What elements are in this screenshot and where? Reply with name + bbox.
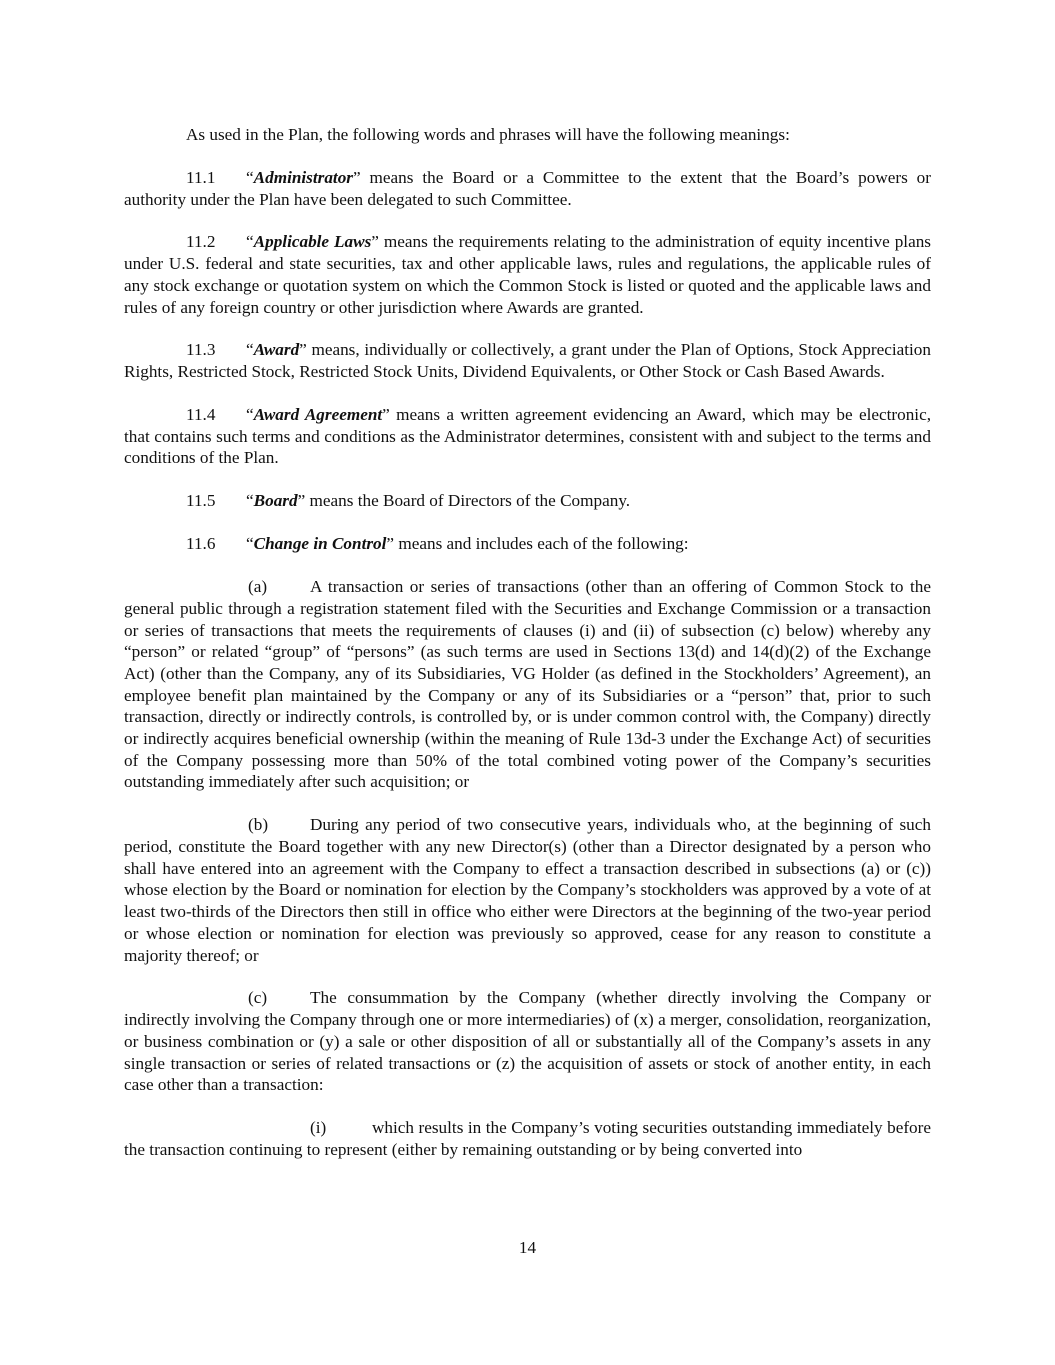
subclause-text: The consummation by the Company (whether directly involving the Company or indirectly involving the Company through one or more intermediaries) of (x) a merger, consolidation, reorganization, or business combination or (y) a sale or other disposition of all or substantially all of the Company’s assets in any single transaction or series of related transactions or (z) the acquisition of assets or stock of another entity, in each case other than a transaction: (124, 988, 931, 1095)
intro-paragraph: As used in the Plan, the following words and phrases will have the following meanings: (186, 125, 790, 144)
defined-term: Change in Control (253, 534, 387, 554)
defined-term: Applicable Laws (253, 232, 372, 252)
open-quote: “ (246, 405, 254, 425)
open-quote: “ (246, 491, 254, 511)
subclause-text: A transaction or series of transactions (other than an offering of Common Stock to the general public through a registration statement filed with the Securities and Exchange Commission or a transaction or series of transactions that meets the requirements of clauses (i) and (ii) of subsection (c) below) whereby any “person” or related “group” of “persons” (as such terms are used in Sections 13(d) and 14(d)(2) of the Exchange Act) (other than the Company, any of its Subsidiaries, VG Holder (as defined in the Stockholders’ Agreement), an employee benefit plan maintained by the Company or any of its Subsidiaries or a “person” that, prior to such transaction, directly or indirectly controls, is controlled by, or is under common control with, the Company) directly or indirectly acquires beneficial ownership (within the meaning of Rule 13d-3 under the Exchange Act) of securities of the Company possessing more than 50% of the total combined voting power of the Company’s securities outstanding immediately after such acquisition; or (124, 577, 931, 792)
defined-term: Administrator (253, 167, 353, 187)
subclause-label: (a) (248, 577, 268, 597)
section-number: 11.3 (186, 340, 216, 360)
defined-term: Board (253, 491, 298, 511)
subclause-text: During any period of two consecutive years, individuals who, at the beginning of such period, constitute the Board together with any new Director(s) (other than a Director designated by a person who shall have entered into an agreement with the Company to effect a transaction described in subsections (a) or (c)) whose election by the Board or nomination for election by the Company’s stockholders was approved by a vote of at least two-thirds of the Directors then still in office who either were Directors at the beginning of the two-year period or whose election or nomination for election was previously so approved, cease for any reason to constitute a majority thereof; or (124, 815, 931, 965)
definition-11-1 (124, 167, 931, 210)
subclause-b (124, 814, 931, 966)
open-quote: “ (246, 232, 254, 252)
definition-text: ” means a written agreement evidencing an Award, which may be electronic, that contains such terms and conditions as the Administrator determines, consistent with and subject to the terms and conditions of the Plan. (124, 405, 931, 468)
defined-term: Award (253, 340, 300, 360)
definition-text: ” means and includes each of the following: (386, 534, 689, 554)
subsubclause-text: which results in the Company’s voting securities outstanding immediately before the transaction continuing to represent (either by remaining outstanding or by being converted into (124, 1118, 931, 1159)
subclause-c (124, 987, 931, 1096)
definition-11-3 (124, 339, 931, 382)
section-number: 11.2 (186, 232, 216, 252)
definition-11-2 (124, 231, 931, 318)
definition-text: ” means the Board of Directors of the Company. (297, 491, 631, 511)
section-number: 11.4 (186, 405, 216, 425)
section-number: 11.1 (186, 167, 216, 187)
subclause-a (124, 576, 931, 793)
document-page (124, 124, 931, 1161)
definition-11-6 (124, 533, 931, 555)
section-number: 11.6 (186, 534, 216, 554)
definition-text: ” means, individually or collectively, a grant under the Plan of Options, Stock Appreciation Rights, Restricted Stock, Restricted Stock Units, Dividend Equivalents, or Other Stock or Cash Based Awards. (124, 340, 931, 382)
definition-11-5 (124, 490, 931, 512)
page-number: 14 (518, 1238, 537, 1257)
subsubclause-label: (i) (310, 1118, 327, 1138)
subclause-label: (b) (248, 815, 269, 835)
open-quote: “ (246, 340, 254, 360)
definition-text: ” means the requirements relating to the administration of equity incentive plans under U.S. federal and state securities, tax and other applicable laws, rules and regulations, the applicable rules of any stock exchange or quotation system on which the Common Stock is listed or quoted and the applicable laws and rules of any foreign country or other jurisdiction where Awards are granted. (124, 232, 931, 317)
definition-11-4 (124, 404, 931, 469)
section-number: 11.5 (186, 491, 216, 511)
subsubclause-i (124, 1117, 931, 1160)
definition-text: ” means the Board or a Committee to the extent that the Board’s powers or authority under the Plan have been delegated to such Committee. (124, 167, 931, 209)
defined-term: Award Agreement (253, 405, 383, 425)
open-quote: “ (246, 167, 254, 187)
open-quote: “ (246, 534, 254, 554)
subclause-label: (c) (248, 988, 268, 1008)
